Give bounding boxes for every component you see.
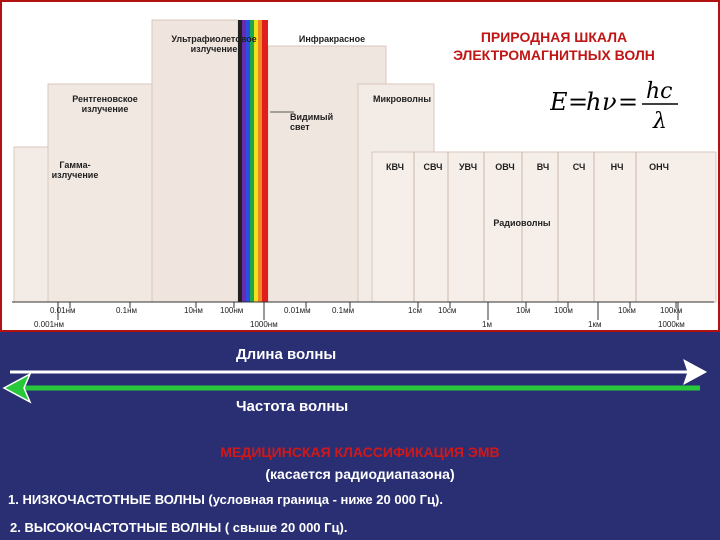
tick-upper-8: 10м [516,306,531,315]
medical-item-2: 2. ВЫСОКОЧАСТОТНЫЕ ВОЛНЫ ( свыше 20 000 Гц). [10,520,348,535]
band-label: КВЧ [386,162,404,172]
tick-lower-2: 1м [482,320,492,329]
tick-lower-1: 1000нм [250,320,278,329]
label-visible: Видимый свет [290,112,334,132]
tick-upper-6: 1см [408,306,422,315]
title-line1: ПРИРОДНАЯ ШКАЛА [480,29,628,45]
tick-upper-1: 0.1нм [116,306,138,315]
frequency-label: Частота волны [236,398,349,415]
tick-upper-9: 100м [554,306,573,315]
band-label: НЧ [610,162,624,172]
label-gamma: Гамма- излучение [51,160,99,180]
svg-text:E: E [550,88,568,116]
svg-text:λ: λ [653,109,667,134]
tick-upper-11: 100км [660,306,683,315]
tick-upper-0: 0.01нм [50,306,76,315]
tick-upper-4: 0.01мм [284,306,311,315]
scale-ticks [58,302,678,320]
tick-upper-5: 0.1мм [332,306,355,315]
label-uv: Ультрафиолетовое излучение [171,34,257,54]
tick-upper-3: 100нм [220,306,244,315]
band-label: ВЧ [536,162,550,172]
visible-spectrum-strip [238,20,268,302]
title-line2: ЭЛЕКТРОМАГНИТНЫХ ВОЛН [453,47,655,63]
band-label: ОНЧ [649,162,669,172]
svg-text:=: = [568,88,589,116]
band-label: СВЧ [423,162,443,172]
svg-text:hc: hc [646,79,673,104]
tick-upper-7: 10см [438,306,457,315]
medical-subheading: (касается радиодиапазона) [265,466,455,482]
tick-lower-0: 0.001нм [34,320,64,329]
label-ir: Инфракрасное [298,34,366,44]
svg-text:h: h [586,88,602,116]
label-radio: Радиоволны [493,218,551,228]
label-micro: Микроволны [372,94,432,104]
uv-column [152,20,238,302]
svg-text:ν: ν [602,88,617,116]
wavelength-label: Длина волны [236,346,337,363]
formula-svg [550,78,690,134]
svg-text:=: = [618,88,639,116]
energy-formula [550,78,690,140]
direction-arrows [0,332,720,540]
band-label: СЧ [572,162,586,172]
diagram-title [404,28,704,64]
band-label: ОВЧ [495,162,515,172]
band-label: УВЧ [458,162,478,172]
label-xray: Рентгеновское излучение [72,94,138,114]
medical-heading: МЕДИЦИНСКАЯ КЛАССИФИКАЦИЯ ЭМВ [220,444,500,460]
tick-upper-2: 10нм [184,306,203,315]
tick-upper-10: 10км [618,306,636,315]
xray-column [48,84,160,302]
medical-item-1: 1. НИЗКОЧАСТОТНЫЕ ВОЛНЫ (условная граница - ниже 20 000 Гц). [8,492,443,507]
tick-lower-3: 1км [588,320,602,329]
tick-lower-4: 1000км [658,320,685,329]
